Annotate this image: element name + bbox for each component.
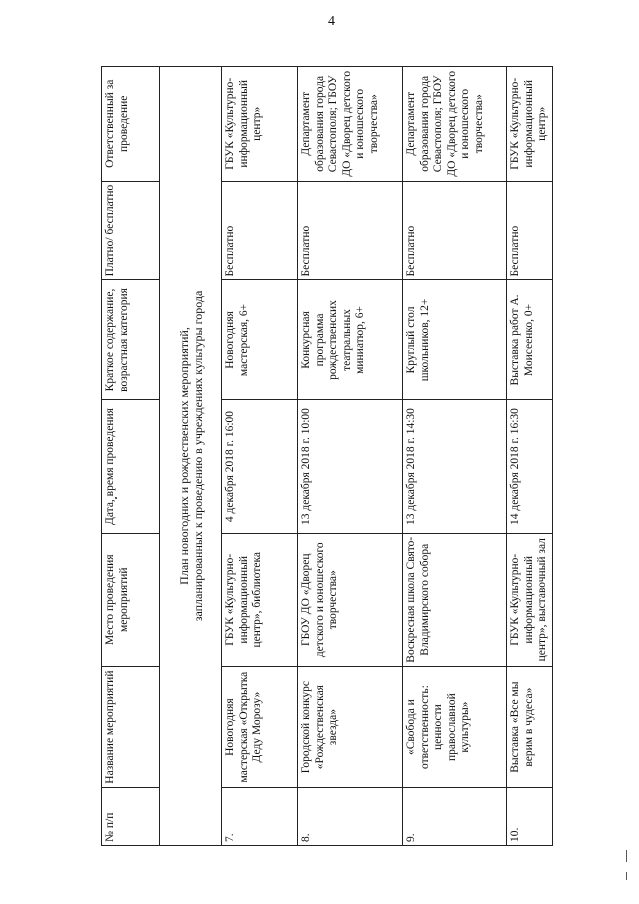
event-summary: Конкурсная программа рождественских театральных миниатюр, 6+ — [298, 280, 403, 400]
event-paid: Бесплатно — [298, 181, 403, 280]
event-place: ГБУК «Культурно-информационный центр», библиотека — [222, 533, 298, 666]
scan-edge-mark — [626, 872, 627, 880]
plan-title-line2: запланированных к проведению в учреждениях культуры города — [190, 290, 205, 622]
event-summary: Круглый стол школьников, 12+ — [403, 280, 507, 400]
row-number: 10. — [507, 788, 553, 846]
page-number: 4 — [328, 14, 335, 29]
header-responsible: Ответственный за проведение — [102, 67, 160, 182]
event-responsible: ГБУК «Культурно-информационный центр» — [222, 67, 298, 182]
table-row — [507, 67, 553, 846]
table-row — [298, 67, 403, 846]
header-name: Название мероприятий — [102, 666, 160, 788]
plan-title — [160, 67, 222, 846]
event-name: «Свобода и ответственность: ценности православной культуры» — [403, 666, 507, 788]
table-row — [403, 67, 507, 846]
header-datetime: Дата, время проведения — [102, 400, 160, 533]
header-summary: Краткое содержание, возрастная категория — [102, 280, 160, 400]
event-summary: Новогодняя мастерская, 6+ — [222, 280, 298, 400]
event-datetime: 13 декабря 2018 г. 10:00 — [298, 400, 403, 533]
event-name: Выставка «Все мы верим в чудеса» — [507, 666, 553, 788]
plan-title-row — [160, 67, 222, 846]
plan-title-line1: План новогодних и рождественских мероприятий, — [176, 327, 191, 585]
event-datetime: 14 декабря 2018 г. 16:30 — [507, 400, 553, 533]
event-paid: Бесплатно — [507, 181, 553, 280]
table-row — [222, 67, 298, 846]
event-name: Городской конкурс «Рождественская звезда» — [298, 666, 403, 788]
event-place: ГБОУ ДО «Дворец детского и юношеского творчества» — [298, 533, 403, 666]
event-name: Новогодняя мастерская «Открытка Деду Морозу» — [222, 666, 298, 788]
event-datetime: 4 декабря 2018 г. 16:00 — [222, 400, 298, 533]
event-datetime: 13 декабря 2018 г. 14:30 — [403, 400, 507, 533]
scan-edge-mark — [626, 850, 627, 862]
event-place: Воскресная школа Свято-Владимирского собора — [403, 533, 507, 666]
row-number: 7. — [222, 788, 298, 846]
event-paid: Бесплатно — [403, 181, 507, 280]
row-number: 9. — [403, 788, 507, 846]
header-number: № п/п — [102, 788, 160, 846]
event-responsible: Департамент образования города Севастополя; ГБОУ ДО «Дворец детского и юношеского творчества» — [403, 67, 507, 182]
rotated-table-container — [101, 66, 548, 846]
header-paid: Платно/ бесплатно — [102, 181, 160, 280]
event-place: ГБУК «Культурно-информационный центр», выставочный зал — [507, 533, 553, 666]
header-place: Место проведения мероприятий — [102, 533, 160, 666]
row-number: 8. — [298, 788, 403, 846]
events-table — [101, 66, 553, 846]
event-responsible: ГБУК «Культурно-информационный центр» — [507, 67, 553, 182]
event-responsible: Департамент образования города Севастополя; ГБОУ ДО «Дворец детского и юношеского творчества» — [298, 67, 403, 182]
table-header-row — [102, 67, 160, 846]
event-summary: Выставка работ А. Моисеенко, 0+ — [507, 280, 553, 400]
event-paid: Бесплатно — [222, 181, 298, 280]
